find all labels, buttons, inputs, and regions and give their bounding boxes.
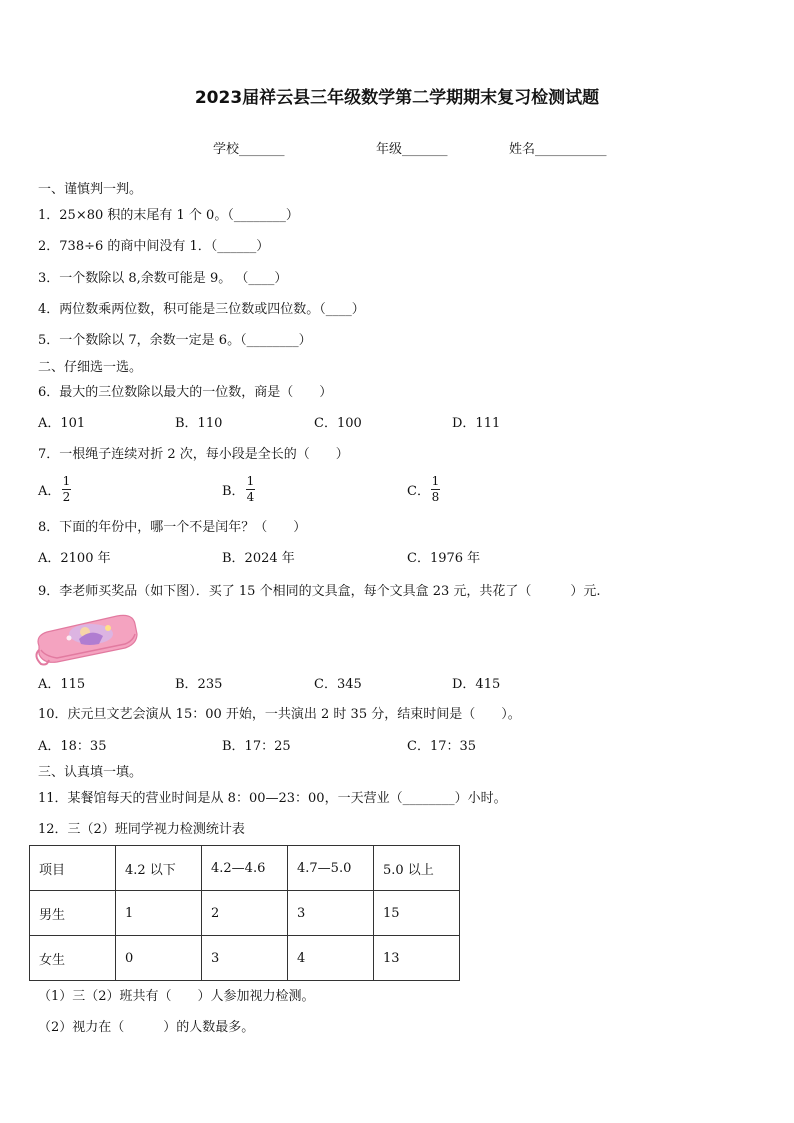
table-cell: 3 xyxy=(288,891,374,936)
fraction-denominator: 4 xyxy=(246,490,255,504)
table-header-cell: 项目 xyxy=(30,846,116,891)
question-8: 8．下面的年份中，哪一个不是闰年？（ ） xyxy=(38,520,307,535)
q8-option-b: B．2024 年 xyxy=(222,551,295,566)
table-cell: 3 xyxy=(202,936,288,981)
table-header-cell: 4.7—5.0 xyxy=(288,846,374,891)
table-cell: 女生 xyxy=(30,936,116,981)
table-cell: 1 xyxy=(116,891,202,936)
vision-statistics-table xyxy=(29,845,460,981)
question-7: 7．一根绳子连续对折 2 次，每小段是全长的（ ） xyxy=(38,447,349,462)
q7-option-b-label: B． xyxy=(222,484,245,499)
question-11: 11．某餐馆每天的营业时间是从 8：00—23：00，一天营业（________）小时。 xyxy=(38,791,507,806)
table-cell: 2 xyxy=(202,891,288,936)
q7-option-c-fraction xyxy=(431,475,440,504)
q10-option-b: B．17：25 xyxy=(222,739,291,754)
fraction-numerator: 1 xyxy=(246,474,255,488)
section-judge-heading: 一、谨慎判一判。 xyxy=(38,182,143,197)
question-6: 6．最大的三位数除以最大的一位数，商是（ ） xyxy=(38,385,333,400)
question-5: 5．一个数除以 7，余数一定是 6。（________） xyxy=(38,333,312,348)
pencil-case-image xyxy=(33,606,141,668)
question-9: 9．李老师买奖品（如下图）．买了 15 个相同的文具盒，每个文具盒 23 元，共花了（ ）元. xyxy=(38,584,601,599)
q7-option-a-label: A． xyxy=(38,484,61,499)
q10-option-c: C．17：35 xyxy=(407,739,477,754)
q10-option-a: A．18：35 xyxy=(38,739,107,754)
section-fill-heading: 三、认真填一填。 xyxy=(38,765,143,780)
question-10: 10．庆元旦文艺会演从 15：00 开始，一共演出 2 时 35 分，结束时间是（ ）。 xyxy=(38,707,521,722)
school-field[interactable]: 学校_______ xyxy=(213,142,285,157)
q7-option-b-fraction xyxy=(246,475,255,504)
table-row xyxy=(30,891,460,936)
table-cell: 男生 xyxy=(30,891,116,936)
section-choose-heading: 二、仔细选一选。 xyxy=(38,360,143,375)
question-12-sub-2: （2）视力在（ ）的人数最多。 xyxy=(38,1020,255,1035)
q8-option-a: A．2100 年 xyxy=(38,551,111,566)
fraction-numerator: 1 xyxy=(431,474,440,488)
q9-option-b: B．235 xyxy=(175,677,223,692)
table-cell: 15 xyxy=(374,891,460,936)
table-header-cell: 4.2 以下 xyxy=(116,846,202,891)
question-2: 2．738÷6 的商中间没有 1．（______） xyxy=(38,239,270,254)
q6-option-c: C．100 xyxy=(314,416,362,431)
name-field[interactable]: 姓名___________ xyxy=(509,142,607,157)
question-1: 1．25×80 积的末尾有 1 个 0。（________） xyxy=(38,208,299,223)
q7-option-c-label: C． xyxy=(407,484,430,499)
q6-option-a: A．101 xyxy=(38,416,86,431)
grade-field[interactable]: 年级_______ xyxy=(376,142,448,157)
fraction-denominator: 8 xyxy=(431,490,440,504)
table-header-cell: 4.2—4.6 xyxy=(202,846,288,891)
page-title: 2023届祥云县三年级数学第二学期期末复习检测试题 xyxy=(194,88,600,108)
q9-option-a: A．115 xyxy=(38,677,86,692)
q9-option-d: D．415 xyxy=(452,677,501,692)
table-header-cell: 5.0 以上 xyxy=(374,846,460,891)
table-cell: 4 xyxy=(288,936,374,981)
fraction-denominator: 2 xyxy=(62,490,71,504)
fraction-numerator: 1 xyxy=(62,474,71,488)
table-header-row xyxy=(30,846,460,891)
table-cell: 0 xyxy=(116,936,202,981)
q9-option-c: C．345 xyxy=(314,677,362,692)
question-3: 3．一个数除以 8,余数可能是 9。 （____） xyxy=(38,271,288,286)
table-row xyxy=(30,936,460,981)
question-4: 4．两位数乘两位数，积可能是三位数或四位数。（____） xyxy=(38,302,365,317)
question-12: 12．三（2）班同学视力检测统计表 xyxy=(38,822,245,837)
q8-option-c: C．1976 年 xyxy=(407,551,481,566)
q7-option-a-fraction xyxy=(62,475,71,504)
q6-option-d: D．111 xyxy=(452,416,501,431)
q6-option-b: B．110 xyxy=(175,416,223,431)
question-12-sub-1: （1）三（2）班共有（ ）人参加视力检测。 xyxy=(38,989,315,1004)
table-cell: 13 xyxy=(374,936,460,981)
